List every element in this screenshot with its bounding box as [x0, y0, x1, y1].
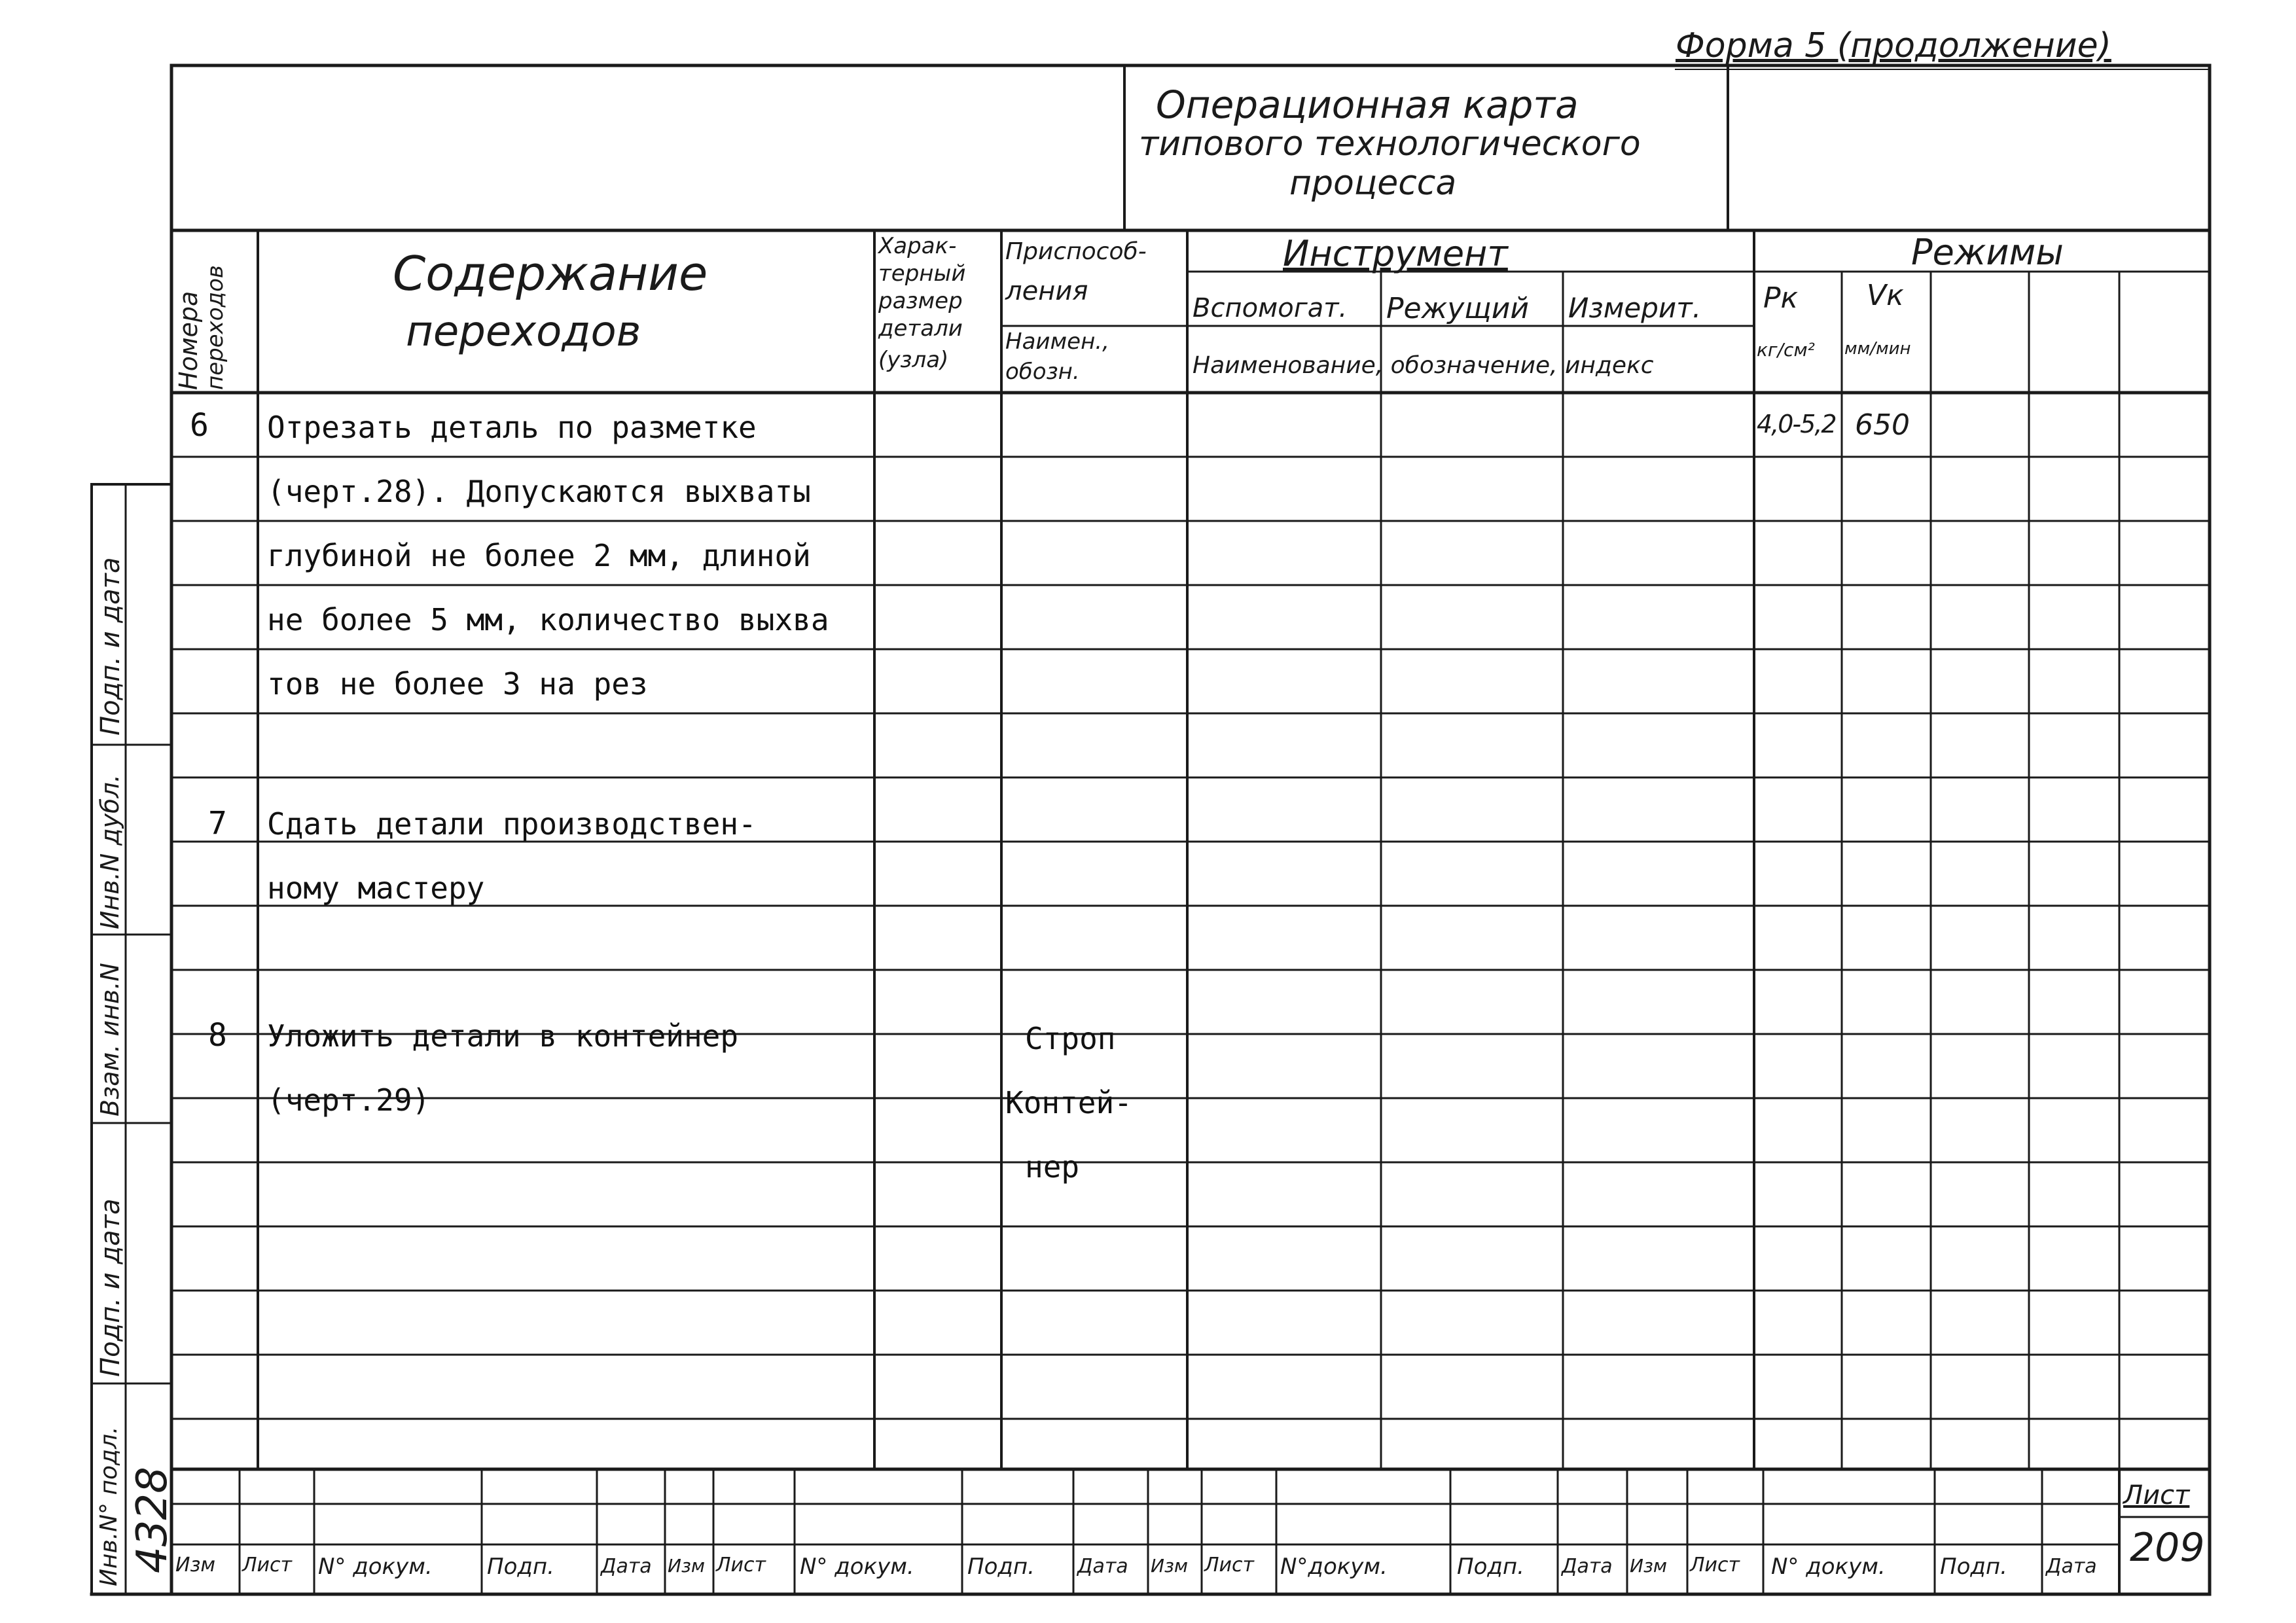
header-aux: Вспомогат. — [1193, 293, 1348, 323]
header-vk: Vк — [1867, 279, 1904, 312]
header-content-line2: переходов — [406, 308, 641, 356]
row-num: 7 — [208, 805, 227, 842]
side-label-podp-data-2: Подп. и дата — [96, 1198, 126, 1377]
header-measuring: Измерит. — [1568, 292, 1702, 324]
row-fixture: Строп — [1025, 1021, 1116, 1056]
header-content-line1: Содержание — [393, 246, 708, 301]
stamp-label: Подп. — [967, 1554, 1035, 1580]
row-vk: 650 — [1855, 408, 1910, 442]
stamp-label: Лист — [716, 1554, 766, 1577]
stamp-label: N°докум. — [1280, 1554, 1388, 1580]
title-line-2: типового технологического — [1139, 124, 1641, 164]
stamp-label: N° докум. — [318, 1554, 433, 1580]
side-label-vzam-inv: Взам. инв.N — [96, 963, 124, 1116]
stamp-label: Изм — [1151, 1555, 1188, 1577]
row-text: Отрезать деталь по разметке — [267, 410, 757, 445]
stamp-label: N° докум. — [1771, 1554, 1886, 1580]
header-char-line4: детали — [878, 315, 963, 342]
form-note: Форма 5 (продолжение) — [1676, 26, 2111, 65]
row-text: ному мастеру — [267, 870, 485, 906]
header-modes: Режимы — [1911, 232, 2064, 273]
row-text: Уложить детали в контейнер — [267, 1018, 739, 1054]
stamp-label: N° докум. — [800, 1554, 914, 1580]
stamp-label: Подп. — [1457, 1554, 1524, 1580]
header-num-line2: переходов — [202, 265, 228, 390]
header-pk-unit: кг/см² — [1757, 339, 1815, 361]
stamp-label: Изм — [668, 1555, 705, 1577]
header-vk-unit: мм/мин — [1844, 339, 1911, 359]
stamp-label: Дата — [1562, 1555, 1613, 1578]
stamp-label: Лист — [1204, 1554, 1255, 1577]
row-text: (черт.28). Допускаются выхваты — [267, 474, 811, 509]
stamp-label: Лист — [242, 1554, 293, 1577]
row-num: 8 — [208, 1017, 227, 1054]
stamp-label: Лист — [1690, 1554, 1740, 1577]
row-text: (черт.29) — [267, 1082, 431, 1118]
sheet-label: Лист — [2123, 1480, 2190, 1510]
stamp-label: Дата — [1077, 1555, 1128, 1578]
row-pk: 4,0-5,2 — [1757, 410, 1836, 438]
header-num-line1: Номера — [174, 291, 203, 390]
header-instrument: Инструмент — [1283, 233, 1508, 274]
title-line-1: Операционная карта — [1156, 82, 1579, 127]
stamp-label: Подп. — [1940, 1554, 2007, 1580]
stamp-label: Дата — [601, 1555, 652, 1578]
header-char-line1: Харак- — [878, 233, 957, 259]
header-fixture-sub2: обозн. — [1005, 359, 1080, 385]
stamp-label: Изм — [175, 1554, 216, 1577]
header-char-line5: (узла) — [878, 347, 949, 373]
header-naming: Наименование, обозначение, индекс — [1193, 352, 1654, 379]
header-fixture-line2: ления — [1005, 276, 1088, 306]
side-label-inv-podl: Инв.N° подл. — [96, 1426, 122, 1586]
row-fixture: Контей- — [1005, 1085, 1132, 1120]
stamp-label: Изм — [1630, 1555, 1667, 1577]
row-text: глубиной не более 2 мм, длиной — [267, 538, 811, 573]
side-label-podp-data-1: Подп. и дата — [96, 557, 126, 736]
header-pk: Pк — [1763, 281, 1799, 315]
row-fixture: нер — [1025, 1149, 1080, 1185]
side-label-inv-dubl: Инв.N дубл. — [96, 774, 124, 929]
header-char-line3: размер — [878, 288, 963, 314]
side-label-inv-number: 4328 — [128, 1467, 177, 1573]
row-text: тов не более 3 на рез — [267, 666, 648, 702]
sheet-number: 209 — [2130, 1525, 2205, 1571]
header-cutting: Режущий — [1386, 292, 1529, 325]
stamp-label: Дата — [2046, 1555, 2097, 1578]
title-line-3: процесса — [1289, 164, 1457, 203]
header-fixture-line1: Приспособ- — [1005, 238, 1147, 265]
header-fixture-sub1: Наимен., — [1005, 329, 1109, 355]
header-char-line2: терный — [878, 260, 966, 287]
stamp-label: Подп. — [487, 1554, 554, 1580]
row-num: 6 — [190, 407, 209, 444]
row-text: Сдать детали производствен- — [267, 806, 757, 842]
row-text: не более 5 мм, количество выхва — [267, 602, 829, 637]
